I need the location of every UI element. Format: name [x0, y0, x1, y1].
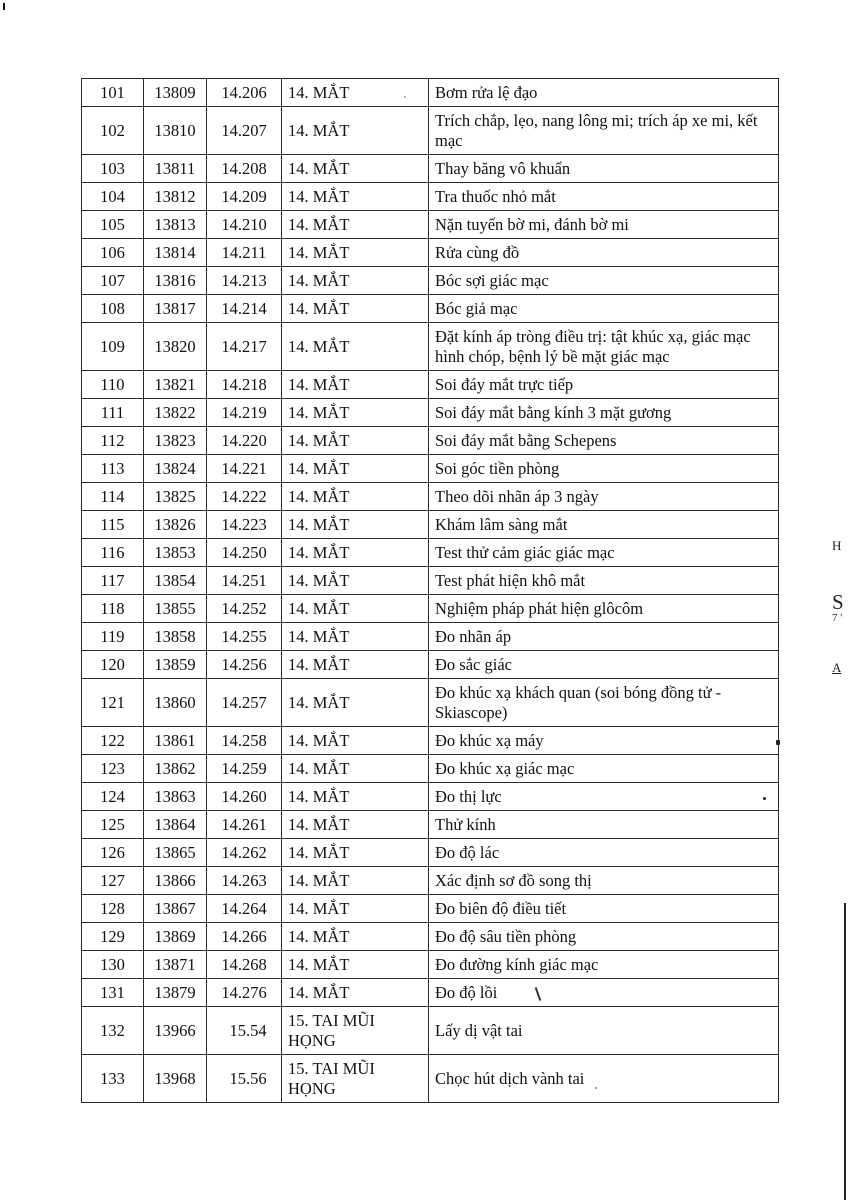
reference-code-cell: 14.221	[207, 455, 282, 483]
row-number-cell: 105	[82, 211, 144, 239]
table-row	[82, 239, 779, 267]
scan-speck	[776, 740, 780, 745]
category-cell: 14. MẮT	[282, 511, 429, 539]
service-code-cell: 13860	[144, 679, 207, 727]
row-number-cell: 112	[82, 427, 144, 455]
service-name-cell: Đo thị lực	[429, 783, 779, 811]
category-cell: 14. MẮT	[282, 867, 429, 895]
reference-code-cell: 14.211	[207, 239, 282, 267]
service-code-cell: 13810	[144, 107, 207, 155]
row-number-cell: 117	[82, 567, 144, 595]
row-number-cell: 107	[82, 267, 144, 295]
row-number-cell: 131	[82, 979, 144, 1007]
service-code-cell: 13811	[144, 155, 207, 183]
service-code-cell: 13824	[144, 455, 207, 483]
service-code-cell: 13854	[144, 567, 207, 595]
service-name-cell: Xác định sơ đồ song thị	[429, 867, 779, 895]
service-code-cell: 13879	[144, 979, 207, 1007]
table-row	[82, 371, 779, 399]
service-name-cell: Soi đáy mắt trực tiếp	[429, 371, 779, 399]
service-code-cell: 13859	[144, 651, 207, 679]
category-cell: 14. MẮT	[282, 895, 429, 923]
category-cell: 15. TAI MŨI HỌNG	[282, 1055, 429, 1103]
row-number-cell: 130	[82, 951, 144, 979]
reference-code-cell: 14.207	[207, 107, 282, 155]
service-table-body	[82, 79, 779, 1103]
category-cell: 14. MẮT	[282, 623, 429, 651]
service-name-cell: Thay băng vô khuẩn	[429, 155, 779, 183]
service-name-cell: Đo đường kính giác mạc	[429, 951, 779, 979]
reference-code-cell: 14.266	[207, 923, 282, 951]
service-code-cell: 13809	[144, 79, 207, 107]
service-code-cell: 13812	[144, 183, 207, 211]
category-cell: 14. MẮT	[282, 727, 429, 755]
service-code-cell: 13863	[144, 783, 207, 811]
service-code-cell: 13853	[144, 539, 207, 567]
reference-code-cell: 14.257	[207, 679, 282, 727]
table-row	[82, 679, 779, 727]
service-code-cell: 13862	[144, 755, 207, 783]
category-cell: 14. MẮT	[282, 371, 429, 399]
category-cell: 15. TAI MŨI HỌNG	[282, 1007, 429, 1055]
table-row	[82, 979, 779, 1007]
row-number-cell: 119	[82, 623, 144, 651]
table-row	[82, 511, 779, 539]
reference-code-cell: 14.213	[207, 267, 282, 295]
table-row	[82, 399, 779, 427]
margin-fragment: H	[832, 538, 842, 553]
table-row	[82, 455, 779, 483]
service-name-cell: Đo độ sâu tiền phòng	[429, 923, 779, 951]
reference-code-cell: 14.263	[207, 867, 282, 895]
category-cell: 14. MẮT	[282, 79, 429, 107]
category-cell: 14. MẮT	[282, 651, 429, 679]
scan-speck	[595, 1087, 597, 1089]
reference-code-cell: 14.262	[207, 839, 282, 867]
table-row	[82, 323, 779, 371]
category-cell: 14. MẮT	[282, 979, 429, 1007]
reference-code-cell: 14.223	[207, 511, 282, 539]
reference-code-cell: 14.214	[207, 295, 282, 323]
table-row	[82, 595, 779, 623]
service-name-cell: Đặt kính áp tròng điều trị: tật khúc xạ, giác mạc hình chóp, bệnh lý bề mặt giác mạc	[429, 323, 779, 371]
table-row	[82, 79, 779, 107]
service-code-cell: 13823	[144, 427, 207, 455]
scan-speck	[404, 96, 406, 98]
row-number-cell: 127	[82, 867, 144, 895]
service-code-cell: 13866	[144, 867, 207, 895]
service-code-cell: 13822	[144, 399, 207, 427]
service-name-cell: Đo độ lồi	[429, 979, 779, 1007]
service-name-cell: Đo khúc xạ giác mạc	[429, 755, 779, 783]
service-name-cell: Soi góc tiền phòng	[429, 455, 779, 483]
category-cell: 14. MẮT	[282, 323, 429, 371]
reference-code-cell: 14.259	[207, 755, 282, 783]
table-row	[82, 923, 779, 951]
row-number-cell: 102	[82, 107, 144, 155]
reference-code-cell: 14.264	[207, 895, 282, 923]
service-name-cell: Bóc sợi giác mạc	[429, 267, 779, 295]
service-name-cell: Trích chắp, lẹo, nang lông mi; trích áp xe mi, kết mạc	[429, 107, 779, 155]
reference-code-cell: 14.251	[207, 567, 282, 595]
reference-code-cell: 14.209	[207, 183, 282, 211]
table-row	[82, 867, 779, 895]
table-row	[82, 567, 779, 595]
reference-code-cell: 14.219	[207, 399, 282, 427]
service-name-cell: Chọc hút dịch vành tai	[429, 1055, 779, 1103]
service-name-cell: Đo sắc giác	[429, 651, 779, 679]
row-number-cell: 114	[82, 483, 144, 511]
service-name-cell: Đo khúc xạ khách quan (soi bóng đồng tử - Skiascope)	[429, 679, 779, 727]
category-cell: 14. MẮT	[282, 267, 429, 295]
service-code-cell: 13814	[144, 239, 207, 267]
row-number-cell: 104	[82, 183, 144, 211]
row-number-cell: 106	[82, 239, 144, 267]
category-cell: 14. MẮT	[282, 811, 429, 839]
reference-code-cell: 14.252	[207, 595, 282, 623]
row-number-cell: 123	[82, 755, 144, 783]
reference-code-cell: 14.256	[207, 651, 282, 679]
row-number-cell: 101	[82, 79, 144, 107]
service-code-cell: 13817	[144, 295, 207, 323]
category-cell: 14. MẮT	[282, 483, 429, 511]
service-code-cell: 13820	[144, 323, 207, 371]
category-cell: 14. MẮT	[282, 427, 429, 455]
row-number-cell: 128	[82, 895, 144, 923]
service-name-cell: Test thử cảm giác giác mạc	[429, 539, 779, 567]
table-row	[82, 1007, 779, 1055]
table-row	[82, 755, 779, 783]
row-number-cell: 122	[82, 727, 144, 755]
margin-fragment: S	[832, 590, 844, 614]
row-number-cell: 120	[82, 651, 144, 679]
scan-speck	[763, 797, 766, 800]
table-row	[82, 155, 779, 183]
category-cell: 14. MẮT	[282, 295, 429, 323]
service-code-cell: 13855	[144, 595, 207, 623]
category-cell: 14. MẮT	[282, 951, 429, 979]
margin-fragment: 7 '	[832, 612, 843, 624]
table-row	[82, 727, 779, 755]
service-name-cell: Thử kính	[429, 811, 779, 839]
service-name-cell: Nặn tuyến bờ mi, đánh bờ mi	[429, 211, 779, 239]
table-row	[82, 211, 779, 239]
table-row	[82, 427, 779, 455]
reference-code-cell: 14.220	[207, 427, 282, 455]
reference-code-cell: 14.260	[207, 783, 282, 811]
category-cell: 14. MẮT	[282, 211, 429, 239]
category-cell: 14. MẮT	[282, 399, 429, 427]
table-row	[82, 895, 779, 923]
row-number-cell: 111	[82, 399, 144, 427]
row-number-cell: 108	[82, 295, 144, 323]
category-cell: 14. MẮT	[282, 239, 429, 267]
reference-code-cell: 14.208	[207, 155, 282, 183]
service-name-cell: Bóc giả mạc	[429, 295, 779, 323]
row-number-cell: 116	[82, 539, 144, 567]
row-number-cell: 103	[82, 155, 144, 183]
reference-code-cell: 15.56	[207, 1055, 282, 1103]
category-cell: 14. MẮT	[282, 783, 429, 811]
service-name-cell: Đo độ lác	[429, 839, 779, 867]
row-number-cell: 118	[82, 595, 144, 623]
category-cell: 14. MẮT	[282, 755, 429, 783]
page-edge-line	[844, 903, 846, 1200]
reference-code-cell: 14.258	[207, 727, 282, 755]
row-number-cell: 115	[82, 511, 144, 539]
row-number-cell: 125	[82, 811, 144, 839]
table-row	[82, 623, 779, 651]
row-number-cell: 121	[82, 679, 144, 727]
category-cell: 14. MẮT	[282, 455, 429, 483]
reference-code-cell: 14.261	[207, 811, 282, 839]
service-code-cell: 13968	[144, 1055, 207, 1103]
table-row	[82, 1055, 779, 1103]
reference-code-cell: 14.206	[207, 79, 282, 107]
service-name-cell: Lấy dị vật tai	[429, 1007, 779, 1055]
category-cell: 14. MẮT	[282, 155, 429, 183]
service-code-cell: 13871	[144, 951, 207, 979]
reference-code-cell: 14.250	[207, 539, 282, 567]
service-name-cell: Đo biên độ điều tiết	[429, 895, 779, 923]
table-row	[82, 267, 779, 295]
service-name-cell: Tra thuốc nhỏ mắt	[429, 183, 779, 211]
service-name-cell: Rửa cùng đồ	[429, 239, 779, 267]
service-name-cell: Theo dõi nhãn áp 3 ngày	[429, 483, 779, 511]
row-number-cell: 129	[82, 923, 144, 951]
service-code-cell: 13858	[144, 623, 207, 651]
table-row	[82, 783, 779, 811]
reference-code-cell: 15.54	[207, 1007, 282, 1055]
table-row	[82, 951, 779, 979]
category-cell: 14. MẮT	[282, 923, 429, 951]
table-row	[82, 651, 779, 679]
service-code-cell: 13826	[144, 511, 207, 539]
row-number-cell: 110	[82, 371, 144, 399]
service-code-cell: 13865	[144, 839, 207, 867]
row-number-cell: 132	[82, 1007, 144, 1055]
category-cell: 14. MẮT	[282, 539, 429, 567]
service-name-cell: Đo khúc xạ máy	[429, 727, 779, 755]
service-name-cell: Soi đáy mắt bằng Schepens	[429, 427, 779, 455]
table-row	[82, 295, 779, 323]
service-name-cell: Khám lâm sàng mắt	[429, 511, 779, 539]
category-cell: 14. MẮT	[282, 183, 429, 211]
row-number-cell: 126	[82, 839, 144, 867]
reference-code-cell: 14.255	[207, 623, 282, 651]
service-code-cell: 13861	[144, 727, 207, 755]
category-cell: 14. MẮT	[282, 567, 429, 595]
service-code-cell: 13864	[144, 811, 207, 839]
service-name-cell: Soi đáy mắt bằng kính 3 mặt gương	[429, 399, 779, 427]
reference-code-cell: 14.222	[207, 483, 282, 511]
category-cell: 14. MẮT	[282, 595, 429, 623]
row-number-cell: 133	[82, 1055, 144, 1103]
service-code-cell: 13813	[144, 211, 207, 239]
service-table	[81, 78, 779, 1103]
service-name-cell: Nghiệm pháp phát hiện glôcôm	[429, 595, 779, 623]
service-name-cell: Đo nhãn áp	[429, 623, 779, 651]
table-row	[82, 483, 779, 511]
category-cell: 14. MẮT	[282, 839, 429, 867]
service-name-cell: Bơm rửa lệ đạo	[429, 79, 779, 107]
reference-code-cell: 14.276	[207, 979, 282, 1007]
category-cell: 14. MẮT	[282, 679, 429, 727]
row-number-cell: 124	[82, 783, 144, 811]
service-code-cell: 13825	[144, 483, 207, 511]
table-row	[82, 539, 779, 567]
service-code-cell: 13816	[144, 267, 207, 295]
table-row	[82, 839, 779, 867]
service-code-cell: 13966	[144, 1007, 207, 1055]
scan-artifact-mark	[3, 3, 5, 10]
service-code-cell: 13869	[144, 923, 207, 951]
table-row	[82, 107, 779, 155]
service-code-cell: 13867	[144, 895, 207, 923]
category-cell: 14. MẮT	[282, 107, 429, 155]
table-row	[82, 183, 779, 211]
table-row	[82, 811, 779, 839]
reference-code-cell: 14.210	[207, 211, 282, 239]
service-name-cell: Test phát hiện khô mắt	[429, 567, 779, 595]
margin-fragment: A	[832, 660, 842, 675]
service-code-cell: 13821	[144, 371, 207, 399]
reference-code-cell: 14.217	[207, 323, 282, 371]
row-number-cell: 109	[82, 323, 144, 371]
reference-code-cell: 14.268	[207, 951, 282, 979]
row-number-cell: 113	[82, 455, 144, 483]
reference-code-cell: 14.218	[207, 371, 282, 399]
